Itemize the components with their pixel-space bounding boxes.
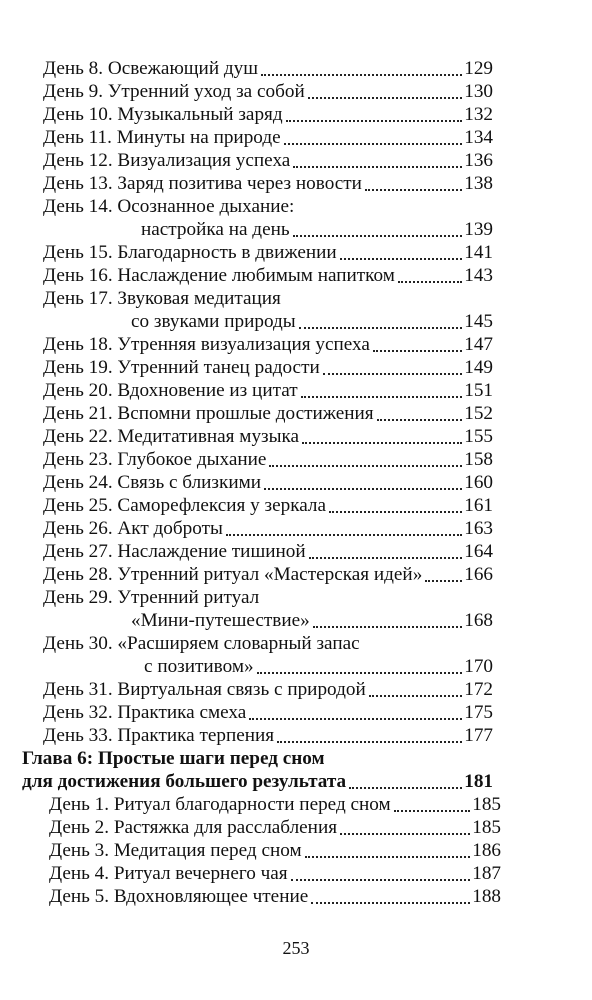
toc-entry-title: с позитивом» bbox=[144, 655, 257, 678]
toc-entry-page: 172 bbox=[464, 679, 493, 700]
toc-entry bbox=[0, 103, 592, 126]
toc-entry-page: 185 bbox=[472, 794, 501, 815]
toc-entry bbox=[0, 678, 592, 701]
toc-dot-leader bbox=[293, 235, 462, 237]
toc-entry-title: День 25. Саморефлексия у зеркала bbox=[43, 494, 329, 517]
toc-entry-title: День 10. Музыкальный заряд bbox=[43, 103, 286, 126]
toc-entry bbox=[0, 126, 592, 149]
toc-entry bbox=[0, 471, 592, 494]
toc-entry-page: 161 bbox=[464, 495, 493, 516]
toc-entry-title: День 28. Утренний ритуал «Мастерская идей» bbox=[43, 563, 425, 586]
toc-entry bbox=[0, 563, 592, 586]
toc-entry-title: День 9. Утренний уход за собой bbox=[43, 80, 308, 103]
toc-entry-title: День 5. Вдохновляющее чтение bbox=[49, 885, 311, 908]
toc-entry-title: День 29. Утренний ритуал bbox=[43, 586, 262, 609]
toc-entry-page: 164 bbox=[464, 541, 493, 562]
toc-entry bbox=[0, 586, 592, 609]
toc-entry-title: День 24. Связь с близкими bbox=[43, 471, 264, 494]
toc-entry-page: 151 bbox=[464, 380, 493, 401]
toc-dot-leader bbox=[340, 833, 470, 835]
toc-dot-leader bbox=[257, 672, 462, 674]
toc-dot-leader bbox=[301, 396, 462, 398]
toc-entry-page: 166 bbox=[464, 564, 493, 585]
toc-dot-leader bbox=[369, 695, 462, 697]
toc-dot-leader bbox=[284, 143, 462, 145]
toc-entry-page: 130 bbox=[464, 81, 493, 102]
toc-entry bbox=[0, 609, 592, 632]
toc-entry bbox=[0, 333, 592, 356]
toc-entry-page: 141 bbox=[464, 242, 493, 263]
toc-entry-title: Глава 6: Простые шаги перед сном bbox=[22, 747, 328, 770]
toc-dot-leader bbox=[305, 856, 470, 858]
toc-dot-leader bbox=[286, 120, 462, 122]
toc-entry-page: 158 bbox=[464, 449, 493, 470]
toc-entry-title: для достижения большего результата bbox=[22, 770, 349, 793]
toc-entry-title: настройка на день bbox=[141, 218, 293, 241]
toc-dot-leader bbox=[308, 97, 462, 99]
toc-entry bbox=[0, 793, 592, 816]
toc-dot-leader bbox=[311, 902, 470, 904]
toc-dot-leader bbox=[323, 373, 462, 375]
toc-dot-leader bbox=[302, 442, 462, 444]
toc-entry-title: День 30. «Расширяем словарный запас bbox=[43, 632, 363, 655]
toc-entry bbox=[0, 540, 592, 563]
toc-dot-leader bbox=[249, 718, 462, 720]
toc-entry bbox=[0, 724, 592, 747]
toc-entry-title: День 21. Вспомни прошлые достижения bbox=[43, 402, 377, 425]
toc-entry-title: День 13. Заряд позитива через новости bbox=[43, 172, 365, 195]
toc-entry bbox=[0, 839, 592, 862]
toc-entry-page: 134 bbox=[464, 127, 493, 148]
toc-entry-title: День 18. Утренняя визуализация успеха bbox=[43, 333, 373, 356]
toc-entry-page: 170 bbox=[464, 656, 493, 677]
toc-dot-leader bbox=[299, 327, 462, 329]
toc-dot-leader bbox=[291, 879, 470, 881]
toc-entry-title: День 31. Виртуальная связь с природой bbox=[43, 678, 369, 701]
toc-dot-leader bbox=[226, 534, 462, 536]
toc-entry-page: 147 bbox=[464, 334, 493, 355]
toc-entry bbox=[0, 356, 592, 379]
toc-dot-leader bbox=[349, 787, 462, 789]
toc-entry bbox=[0, 149, 592, 172]
toc-entry bbox=[0, 632, 592, 655]
toc-entry-title: День 16. Наслаждение любимым напитком bbox=[43, 264, 398, 287]
toc-entry-title: День 15. Благодарность в движении bbox=[43, 241, 340, 264]
toc-entry bbox=[0, 379, 592, 402]
toc-dot-leader bbox=[277, 741, 462, 743]
toc-entry bbox=[0, 747, 592, 770]
toc-entry bbox=[0, 57, 592, 80]
toc-entry-page: 143 bbox=[464, 265, 493, 286]
toc-entry bbox=[0, 885, 592, 908]
toc-entry-page: 186 bbox=[472, 840, 501, 861]
toc-entry-title: со звуками природы bbox=[131, 310, 299, 333]
toc-entry-page: 175 bbox=[464, 702, 493, 723]
toc-entry-page: 149 bbox=[464, 357, 493, 378]
toc-entry-title: День 1. Ритуал благодарности перед сном bbox=[49, 793, 394, 816]
toc-entry-page: 185 bbox=[472, 817, 501, 838]
toc-dot-leader bbox=[329, 511, 462, 513]
toc-entry bbox=[0, 218, 592, 241]
toc-entry-title: День 11. Минуты на природе bbox=[43, 126, 284, 149]
toc-entry bbox=[0, 241, 592, 264]
toc-dot-leader bbox=[373, 350, 462, 352]
toc-entry bbox=[0, 701, 592, 724]
toc-entry-page: 177 bbox=[464, 725, 493, 746]
toc-entry-title: День 3. Медитация перед сном bbox=[49, 839, 305, 862]
toc-dot-leader bbox=[340, 258, 462, 260]
toc-entry-title: День 32. Практика смеха bbox=[43, 701, 249, 724]
toc-entry-title: День 2. Растяжка для расслабления bbox=[49, 816, 340, 839]
toc-entry-title: День 19. Утренний танец радости bbox=[43, 356, 323, 379]
toc-entry-page: 168 bbox=[464, 610, 493, 631]
toc-entry-page: 160 bbox=[464, 472, 493, 493]
toc-entry bbox=[0, 862, 592, 885]
toc-entry-page: 138 bbox=[464, 173, 493, 194]
toc-dot-leader bbox=[365, 189, 462, 191]
toc-entry bbox=[0, 448, 592, 471]
page-number: 253 bbox=[282, 938, 310, 958]
toc-dot-leader bbox=[313, 626, 462, 628]
toc-entry bbox=[0, 264, 592, 287]
toc-dot-leader bbox=[264, 488, 462, 490]
toc-entry-page: 136 bbox=[464, 150, 493, 171]
toc-dot-leader bbox=[269, 465, 462, 467]
toc-entry bbox=[0, 195, 592, 218]
toc-entry-title: День 4. Ритуал вечернего чая bbox=[49, 862, 291, 885]
toc-entry-title: День 33. Практика терпения bbox=[43, 724, 277, 747]
toc-dot-leader bbox=[394, 810, 470, 812]
toc-entry-title: День 12. Визуализация успеха bbox=[43, 149, 293, 172]
toc-entry bbox=[0, 310, 592, 333]
table-of-contents bbox=[0, 57, 592, 908]
toc-entry-title: День 27. Наслаждение тишиной bbox=[43, 540, 309, 563]
toc-entry bbox=[0, 816, 592, 839]
toc-entry-title: День 23. Глубокое дыхание bbox=[43, 448, 269, 471]
toc-entry-page: 145 bbox=[464, 311, 493, 332]
toc-entry bbox=[0, 172, 592, 195]
toc-entry-page: 132 bbox=[464, 104, 493, 125]
toc-entry-page: 188 bbox=[472, 886, 501, 907]
toc-entry-page: 187 bbox=[472, 863, 501, 884]
toc-entry-title: День 22. Медитативная музыка bbox=[43, 425, 302, 448]
toc-dot-leader bbox=[425, 580, 462, 582]
toc-dot-leader bbox=[293, 166, 462, 168]
toc-dot-leader bbox=[309, 557, 462, 559]
toc-entry bbox=[0, 655, 592, 678]
toc-entry bbox=[0, 80, 592, 103]
toc-entry-title: День 8. Освежающий душ bbox=[43, 57, 261, 80]
toc-entry bbox=[0, 402, 592, 425]
toc-entry bbox=[0, 517, 592, 540]
toc-entry-title: День 20. Вдохновение из цитат bbox=[43, 379, 301, 402]
toc-entry bbox=[0, 494, 592, 517]
toc-dot-leader bbox=[398, 281, 462, 283]
toc-entry-title: День 26. Акт доброты bbox=[43, 517, 226, 540]
toc-dot-leader bbox=[261, 74, 462, 76]
toc-entry-page: 139 bbox=[464, 219, 493, 240]
toc-dot-leader bbox=[377, 419, 462, 421]
toc-entry-page: 181 bbox=[464, 771, 493, 792]
toc-entry-title: День 14. Осознанное дыхание: bbox=[43, 195, 297, 218]
toc-entry bbox=[0, 770, 592, 793]
toc-entry-page: 163 bbox=[464, 518, 493, 539]
toc-entry-title: День 17. Звуковая медитация bbox=[43, 287, 284, 310]
toc-entry-page: 155 bbox=[464, 426, 493, 447]
toc-entry-page: 129 bbox=[464, 58, 493, 79]
toc-entry bbox=[0, 287, 592, 310]
toc-entry-title: «Мини-путешествие» bbox=[131, 609, 313, 632]
toc-entry-page: 152 bbox=[464, 403, 493, 424]
toc-entry bbox=[0, 425, 592, 448]
